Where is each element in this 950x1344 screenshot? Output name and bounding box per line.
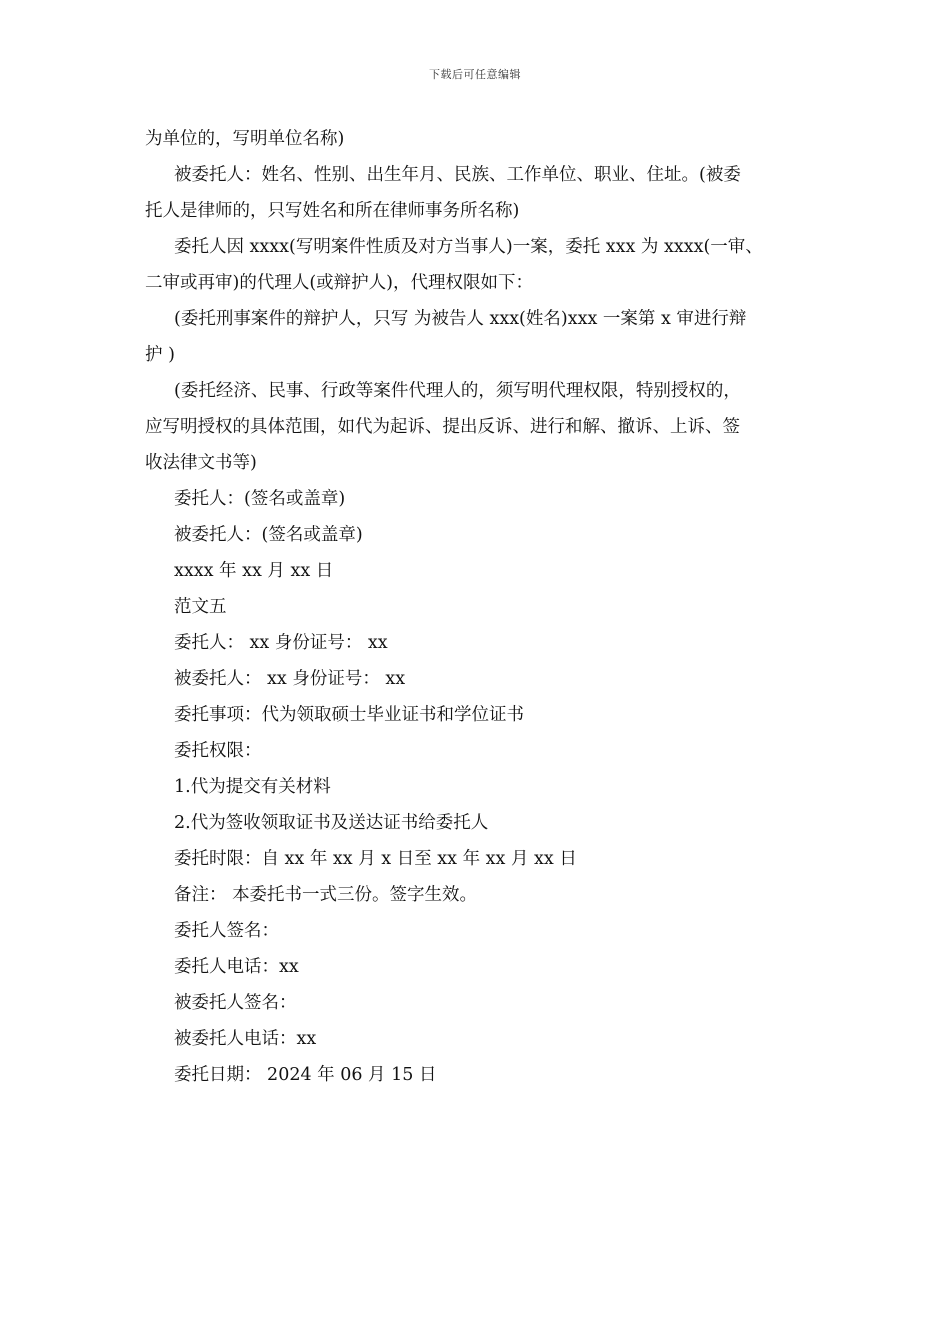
paragraph-line: 为单位的，写明单位名称) <box>145 129 345 149</box>
paragraph-line: 1.代为提交有关材料 <box>174 777 331 797</box>
paragraph-line: (委托经济、民事、行政等案件代理人的，须写明代理权限，特别授权的， <box>174 381 741 401</box>
page-header: 下载后可任意编辑 <box>429 68 521 81</box>
document-body <box>145 121 810 1093</box>
paragraph-line: 委托人电话：xx <box>174 957 299 977</box>
paragraph-line: 被委托人： xx 身份证号： xx <box>174 669 406 689</box>
paragraph-line: 被委托人：姓名、性别、出生年月、民族、工作单位、职业、住址。(被委 <box>174 165 741 185</box>
paragraph-line: (委托刑事案件的辩护人，只写 为被告人 xxx(姓名)xxx 一案第 x 审进行辩 <box>174 309 747 329</box>
paragraph-line: 被委托人：(签名或盖章) <box>174 525 363 545</box>
paragraph-line: 委托事项：代为领取硕士毕业证书和学位证书 <box>174 705 524 725</box>
paragraph-line: 被委托人签名： <box>174 993 297 1013</box>
paragraph-line: 委托人： xx 身份证号： xx <box>174 633 388 653</box>
paragraph-line: 备注： 本委托书一式三份。签字生效。 <box>174 885 478 905</box>
paragraph-line: 二审或再审)的代理人(或辩护人)，代理权限如下： <box>145 273 533 293</box>
paragraph-line: 应写明授权的具体范围，如代为起诉、提出反诉、进行和解、撤诉、上诉、签 <box>145 417 740 437</box>
paragraph-line: 委托权限： <box>174 741 262 761</box>
paragraph-line: xxxx 年 xx 月 xx 日 <box>174 561 334 581</box>
paragraph-line: 委托人：(签名或盖章) <box>174 489 346 509</box>
paragraph-line: 委托人签名： <box>174 921 279 941</box>
paragraph-line: 收法律文书等) <box>145 453 257 473</box>
paragraph-line: 护 ) <box>145 345 175 365</box>
paragraph-line: 委托时限：自 xx 年 xx 月 x 日至 xx 年 xx 月 xx 日 <box>174 849 577 869</box>
paragraph-line: 范文五 <box>174 597 227 617</box>
paragraph-line: 2.代为签收领取证书及送达证书给委托人 <box>174 813 489 833</box>
paragraph-line: 委托人因 xxxx(写明案件性质及对方当事人)一案，委托 xxx 为 xxxx(一审、 <box>174 237 763 257</box>
paragraph-line: 被委托人电话：xx <box>174 1029 317 1049</box>
paragraph-line: 委托日期： 2024 年 06 月 15 日 <box>174 1065 437 1085</box>
paragraph-line: 托人是律师的，只写姓名和所在律师事务所名称) <box>145 201 520 221</box>
